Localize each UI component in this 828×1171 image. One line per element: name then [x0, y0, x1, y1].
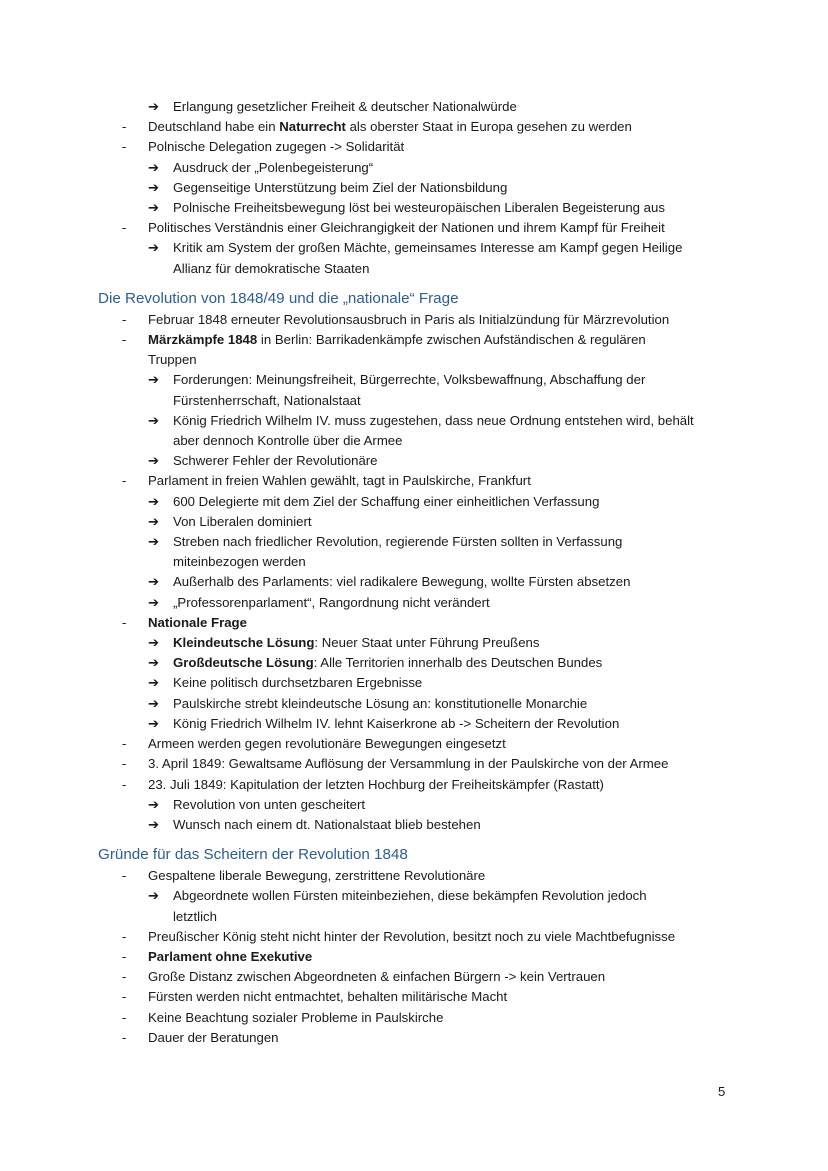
- bullet-item: [98, 947, 738, 967]
- dash-bullet-icon: -: [122, 776, 127, 792]
- line-text: in Berlin: Barrikadenkämpfe zwischen Aufständischen & regulären: [257, 332, 646, 348]
- line-text: Von Liberalen dominiert: [173, 513, 312, 529]
- line-text: Außerhalb des Parlaments: viel radikalere Bewegung, wollte Fürsten absetzen: [173, 574, 631, 590]
- dash-bullet-icon: -: [122, 119, 127, 135]
- bullet-item: [98, 866, 738, 886]
- line-text: 3. April 1849: Gewaltsame Auflösung der Versammlung in der Paulskirche von der Armee: [148, 756, 669, 772]
- bullet-item: [98, 967, 738, 987]
- line-text: 23. Juli 1849: Kapitulation der letzten Hochburg der Freiheitskämpfer (Rastatt): [148, 776, 604, 792]
- bullet-item: [98, 330, 738, 350]
- line-text: Die Revolution von 1848/49 und die „nationale“ Frage: [98, 289, 459, 307]
- line-text: Gespaltene liberale Bewegung, zerstrittene Revolutionäre: [148, 868, 486, 884]
- line-text: Parlament in freien Wahlen gewählt, tagt in Paulskirche, Frankfurt: [148, 473, 531, 489]
- line-text: Deutschland habe ein: [148, 119, 280, 135]
- line-text: Politisches Verständnis einer Gleichrangigkeit der Nationen und ihrem Kampf für Freiheit: [148, 220, 665, 236]
- bullet-item: [98, 927, 738, 947]
- arrow-bullet-icon: ➔: [148, 159, 160, 175]
- arrow-subitem: [98, 158, 738, 178]
- dash-bullet-icon: -: [122, 220, 127, 236]
- bold-term: Großdeutsche Lösung: [173, 655, 314, 671]
- continuation-line: [98, 259, 738, 279]
- arrow-subitem: [98, 815, 738, 835]
- arrow-subitem: [98, 572, 738, 592]
- dash-bullet-icon: -: [122, 1009, 127, 1025]
- document-body: [98, 97, 738, 1048]
- bold-term: Kleindeutsche Lösung: [173, 635, 315, 651]
- line-text: Erlangung gesetzlicher Freiheit & deutscher Nationalwürde: [173, 99, 517, 114]
- arrow-bullet-icon: ➔: [148, 412, 160, 428]
- dash-bullet-icon: -: [122, 989, 127, 1005]
- line-text: Forderungen: Meinungsfreiheit, Bürgerrechte, Volksbewaffnung, Abschaffung der: [173, 372, 646, 388]
- arrow-subitem: [98, 653, 738, 673]
- arrow-subitem: [98, 593, 738, 613]
- arrow-subitem: [98, 451, 738, 471]
- bullet-item: [98, 754, 738, 774]
- arrow-bullet-icon: ➔: [148, 655, 160, 671]
- continuation-line: [98, 431, 738, 451]
- arrow-subitem: [98, 97, 738, 117]
- line-text: „Professorenparlament“, Rangordnung nicht verändert: [173, 594, 490, 610]
- arrow-subitem: [98, 532, 738, 552]
- arrow-bullet-icon: ➔: [148, 888, 160, 904]
- arrow-subitem: [98, 492, 738, 512]
- dash-bullet-icon: -: [122, 473, 127, 489]
- dash-bullet-icon: -: [122, 948, 127, 964]
- arrow-bullet-icon: ➔: [148, 99, 160, 114]
- arrow-bullet-icon: ➔: [148, 635, 160, 651]
- arrow-bullet-icon: ➔: [148, 695, 160, 711]
- bullet-item: [98, 613, 738, 633]
- line-text: Gegenseitige Unterstützung beim Ziel der Nationsbildung: [173, 179, 508, 195]
- line-text: Februar 1848 erneuter Revolutionsausbruch in Paris als Initialzündung für Märzrevolution: [148, 311, 670, 327]
- bullet-item: [98, 775, 738, 795]
- bullet-item: [98, 1008, 738, 1028]
- bold-term: Märzkämpfe 1848: [148, 332, 258, 348]
- line-text: Truppen: [148, 352, 197, 368]
- continuation-line: [98, 350, 738, 370]
- line-text: miteinbezogen werden: [173, 554, 306, 570]
- dash-bullet-icon: -: [122, 928, 127, 944]
- line-text: Kritik am System der großen Mächte, gemeinsames Interesse am Kampf gegen Heilige: [173, 240, 683, 256]
- continuation-line: [98, 907, 738, 927]
- arrow-bullet-icon: ➔: [148, 715, 160, 731]
- dash-bullet-icon: -: [122, 332, 127, 348]
- arrow-subitem: [98, 512, 738, 532]
- arrow-bullet-icon: ➔: [148, 372, 160, 388]
- dash-bullet-icon: -: [122, 311, 127, 327]
- line-text: Gründe für das Scheitern der Revolution 1848: [98, 846, 408, 864]
- dash-bullet-icon: -: [122, 868, 127, 884]
- arrow-bullet-icon: ➔: [148, 534, 160, 550]
- line-text: aber dennoch Kontrolle über die Armee: [173, 433, 403, 449]
- arrow-bullet-icon: ➔: [148, 179, 160, 195]
- bullet-item: [98, 1028, 738, 1048]
- bullet-item: [98, 471, 738, 491]
- dash-bullet-icon: -: [122, 756, 127, 772]
- bullet-item: [98, 117, 738, 137]
- line-text: Armeen werden gegen revolutionäre Bewegungen eingesetzt: [148, 736, 506, 752]
- arrow-bullet-icon: ➔: [148, 493, 160, 509]
- line-text: : Neuer Staat unter Führung Preußens: [314, 635, 540, 651]
- line-text: Preußischer König steht nicht hinter der Revolution, besitzt noch zu viele Machtbefugnisse: [148, 928, 676, 944]
- bold-term: Nationale Frage: [148, 614, 247, 630]
- arrow-bullet-icon: ➔: [148, 796, 160, 812]
- arrow-subitem: [98, 633, 738, 653]
- arrow-subitem: [98, 694, 738, 714]
- arrow-bullet-icon: ➔: [148, 594, 160, 610]
- line-text: Keine Beachtung sozialer Probleme in Paulskirche: [148, 1009, 444, 1025]
- arrow-bullet-icon: ➔: [148, 453, 160, 469]
- continuation-line: [98, 391, 738, 411]
- dash-bullet-icon: -: [122, 139, 127, 155]
- dash-bullet-icon: -: [122, 1029, 127, 1045]
- line-text: König Friedrich Wilhelm IV. lehnt Kaiserkrone ab -> Scheitern der Revolution: [173, 715, 620, 731]
- arrow-subitem: [98, 198, 738, 218]
- line-text: : Alle Territorien innerhalb des Deutschen Bundes: [313, 655, 603, 671]
- dash-bullet-icon: -: [122, 969, 127, 985]
- page-number: 5: [718, 1084, 726, 1099]
- arrow-bullet-icon: ➔: [148, 513, 160, 529]
- line-text: Paulskirche strebt kleindeutsche Lösung an: konstitutionelle Monarchie: [173, 695, 588, 711]
- line-text: Dauer der Beratungen: [148, 1029, 279, 1045]
- arrow-subitem: [98, 411, 738, 431]
- continuation-line: [98, 552, 738, 572]
- bullet-item: [98, 218, 738, 238]
- line-text: Abgeordnete wollen Fürsten miteinbeziehen, diese bekämpfen Revolution jedoch: [173, 888, 647, 904]
- bullet-item: [98, 734, 738, 754]
- arrow-bullet-icon: ➔: [148, 200, 160, 216]
- line-text: Schwerer Fehler der Revolutionäre: [173, 453, 378, 469]
- bold-term: Parlament ohne Exekutive: [148, 948, 313, 964]
- line-text: Fürsten werden nicht entmachtet, behalten militärische Macht: [148, 989, 508, 1005]
- arrow-subitem: [98, 370, 738, 390]
- line-text: Wunsch nach einem dt. Nationalstaat blieb bestehen: [173, 816, 481, 832]
- line-text: Streben nach friedlicher Revolution, regierende Fürsten sollten in Verfassung: [173, 534, 623, 550]
- line-text: König Friedrich Wilhelm IV. muss zugestehen, dass neue Ordnung entstehen wird, behält: [173, 412, 694, 428]
- arrow-bullet-icon: ➔: [148, 675, 160, 691]
- arrow-subitem: [98, 178, 738, 198]
- arrow-subitem: [98, 673, 738, 693]
- arrow-subitem: [98, 714, 738, 734]
- arrow-subitem: [98, 238, 738, 258]
- line-text: als oberster Staat in Europa gesehen zu werden: [345, 119, 632, 135]
- bullet-item: [98, 310, 738, 330]
- line-text: Polnische Delegation zugegen -> Solidarität: [148, 139, 405, 155]
- dash-bullet-icon: -: [122, 736, 127, 752]
- bullet-item: [98, 137, 738, 157]
- arrow-bullet-icon: ➔: [148, 574, 160, 590]
- line-text: letztlich: [173, 908, 217, 924]
- line-text: Keine politisch durchsetzbaren Ergebnisse: [173, 675, 423, 691]
- line-text: Revolution von unten gescheitert: [173, 796, 366, 812]
- section-heading: [98, 845, 738, 865]
- line-text: Fürstenherrschaft, Nationalstaat: [173, 392, 361, 408]
- arrow-subitem: [98, 886, 738, 906]
- arrow-bullet-icon: ➔: [148, 240, 160, 256]
- line-text: 600 Delegierte mit dem Ziel der Schaffung einer einheitlichen Verfassung: [173, 493, 600, 509]
- line-text: Allianz für demokratische Staaten: [173, 260, 370, 276]
- arrow-subitem: [98, 795, 738, 815]
- bullet-item: [98, 987, 738, 1007]
- arrow-bullet-icon: ➔: [148, 816, 160, 832]
- section-heading: [98, 289, 738, 309]
- line-text: Große Distanz zwischen Abgeordneten & einfachen Bürgern -> kein Vertrauen: [148, 969, 606, 985]
- dash-bullet-icon: -: [122, 614, 127, 630]
- line-text: Ausdruck der „Polenbegeisterung“: [173, 159, 374, 175]
- line-text: Polnische Freiheitsbewegung löst bei westeuropäischen Liberalen Begeisterung aus: [173, 200, 665, 216]
- bold-term: Naturrecht: [279, 119, 346, 135]
